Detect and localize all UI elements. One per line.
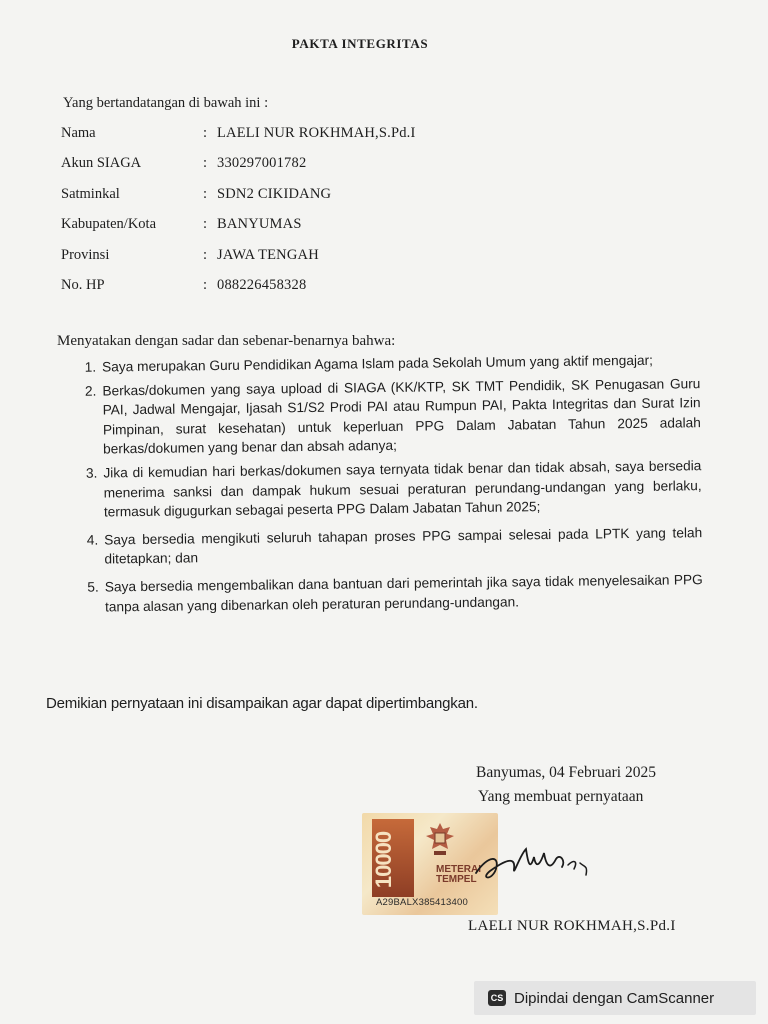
statement-list	[60, 350, 703, 617]
statement-item	[62, 523, 702, 570]
field-value: JAWA TENGAH	[217, 246, 319, 263]
field-value: BANYUMAS	[217, 216, 302, 233]
field-separator: :	[203, 246, 208, 263]
field-label: Satminkal	[61, 185, 120, 202]
statement-number: 2.	[84, 383, 97, 399]
field-separator: :	[203, 216, 208, 233]
handwritten-signature	[470, 835, 600, 895]
statement-number: 3.	[85, 465, 98, 481]
field-separator: :	[203, 185, 208, 202]
field-row-provinsi	[61, 247, 541, 277]
field-row-akun-siaga	[61, 155, 541, 185]
statement-text: Jika di kemudian hari berkas/dokumen saya ternyata tidak benar dan tidak absah, saya bersedia menerima sanksi dan dampak hukum sesuai peraturan perundang-undangan yang berlaku, termasuk digugurkan sebagai peserta PPG Dalam Jabatan Tahun 2025;	[103, 458, 702, 520]
statement-item	[63, 570, 703, 617]
declaration-text: Menyatakan dengan sadar dan sebenar-benarnya bahwa:	[57, 333, 396, 349]
statement-text: Saya bersedia mengembalikan dana bantuan dari pemerintah jika saya tidak menyelesaikan PPG tanpa alasan yang dibenarkan oleh peraturan perundang-undangan.	[104, 572, 703, 614]
field-label: Akun SIAGA	[61, 155, 142, 172]
document-title: PAKTA INTEGRITAS	[291, 36, 429, 51]
field-row-kabupaten	[61, 216, 541, 246]
field-label: No. HP	[61, 276, 105, 293]
stamp-value-strip	[372, 819, 414, 897]
stamp-value: 10000	[371, 831, 397, 889]
closing-text: Demikian pernyataan ini disampaikan agar dapat dipertimbangkan.	[46, 695, 478, 712]
statement-text: Saya merupakan Guru Pendidikan Agama Islam pada Sekolah Umum yang aktif mengajar;	[102, 352, 654, 375]
statement-item	[60, 374, 701, 460]
field-separator: :	[203, 276, 208, 293]
field-value: SDN2 CIKIDANG	[217, 185, 332, 202]
statement-number: 4.	[86, 532, 99, 548]
statement-item	[61, 456, 702, 523]
field-value: LAELI NUR ROKHMAH,S.Pd.I	[217, 125, 416, 141]
field-value: 330297001782	[217, 155, 307, 172]
field-separator: :	[203, 155, 208, 172]
statement-number: 5.	[87, 579, 99, 595]
maker-label: Yang membuat pernyataan	[478, 788, 644, 805]
field-label: Nama	[61, 125, 96, 141]
statement-item	[60, 350, 700, 377]
field-label: Provinsi	[61, 246, 110, 263]
intro-text: Yang bertandatangan di bawah ini :	[63, 95, 269, 111]
statement-text: Berkas/dokumen yang saya upload di SIAGA (KK/KTP, SK TMT Pendidik, SK Penugasan Guru PAI, Jadwal Mengajar, Ijasah S1/S2 Prodi PAI atau Rumpun PAI, Pakta Integritas dan Surat Izin Pimpinan, surat kesehatan) untuk keperluan PPG Dalam Jabatan Tahun 2025 adalah berkas/dokumen yang benar dan absah adanya;	[102, 375, 701, 457]
field-label: Kabupaten/Kota	[61, 216, 157, 233]
field-row-nama	[61, 125, 541, 155]
signer-name: LAELI NUR ROKHMAH,S.Pd.I	[468, 918, 676, 934]
camscanner-badge	[474, 981, 756, 1015]
camscanner-logo-icon: CS	[488, 990, 506, 1006]
field-row-no-hp	[61, 277, 541, 307]
statement-text: Saya bersedia mengikuti seluruh tahapan proses PPG sampai selesai pada LPTK yang telah ditetapkan; dan	[104, 524, 703, 567]
statement-number: 1.	[84, 359, 97, 375]
field-row-satminkal	[61, 186, 541, 216]
field-value: 088226458328	[217, 276, 307, 293]
identity-fields	[61, 125, 541, 307]
place-date: Banyumas, 04 Februari 2025	[476, 764, 656, 781]
camscanner-text: Dipindai dengan CamScanner	[514, 989, 715, 1007]
garuda-emblem-icon	[420, 819, 460, 863]
field-separator: :	[203, 125, 208, 141]
stamp-serial: A29BALX385413400	[376, 897, 468, 908]
stamp-label: METERAI TEMPEL	[436, 864, 481, 885]
